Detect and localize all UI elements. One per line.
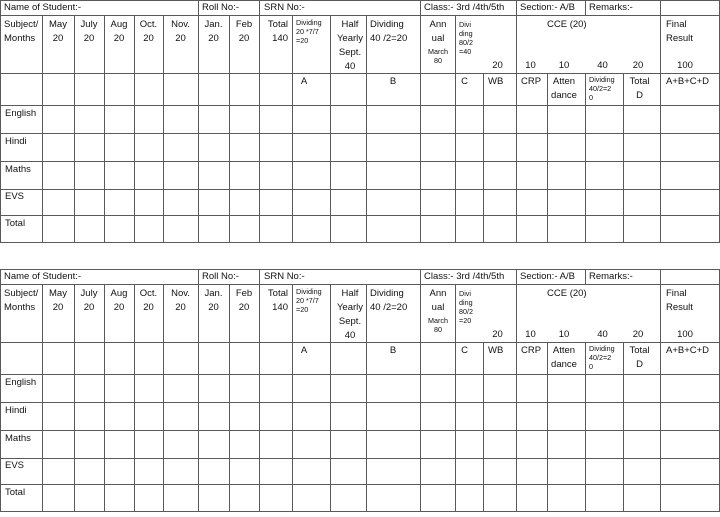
roll-number-label: Roll No:-: [202, 2, 239, 13]
rule: [0, 105, 719, 106]
jan-header: Jan. 20: [204, 288, 223, 313]
wb-label: WB: [488, 76, 504, 87]
rule: [42, 15, 43, 243]
rule: [163, 284, 164, 512]
subject-hindi: Hindi: [5, 136, 27, 147]
cce-crp-max: 10: [525, 329, 536, 340]
cce-total-max: 20: [632, 329, 644, 340]
rule: [0, 484, 719, 485]
oct-header: Oct. 20: [139, 19, 158, 44]
rule: [42, 284, 43, 512]
cce-dividing-max: 40: [597, 329, 608, 340]
annual-header: Ann ual: [429, 19, 447, 44]
total-d-label: Total D: [629, 345, 650, 370]
rule: [134, 15, 135, 243]
component-c-label: C: [461, 76, 468, 87]
cce-header: CCE (20): [547, 288, 587, 299]
final-result-header: Final Result: [666, 19, 693, 44]
rule: [74, 284, 75, 512]
component-a-label: A: [300, 76, 308, 87]
subject-months-header: Subject/ Months: [4, 19, 39, 44]
formula-label: A+B+C+D: [666, 345, 710, 356]
rule: [330, 284, 331, 512]
rule: [0, 430, 719, 431]
rule: [229, 284, 230, 512]
attendance-label: Atten dance: [551, 76, 577, 101]
subject-hindi: Hindi: [5, 405, 27, 416]
cce-wb-max: 20: [492, 329, 503, 340]
rule: [0, 189, 719, 190]
roll-number-label: Roll No:-: [202, 271, 239, 282]
cce-wb-max: 20: [492, 60, 503, 71]
remarks-label: Remarks:-: [589, 2, 633, 13]
final-result-max: 100: [677, 329, 693, 340]
half-yearly-header: Half Yearly Sept. 40: [336, 19, 364, 72]
cce-attendance-max: 10: [558, 60, 570, 71]
sheet-2: [0, 269, 720, 512]
crp-label: CRP: [521, 345, 542, 356]
total-140-header: Total 140: [267, 288, 288, 313]
nov-header: Nov. 20: [171, 19, 190, 44]
annual-header: Ann ual: [429, 288, 447, 313]
rule: [516, 0, 517, 243]
rule: [292, 284, 293, 512]
rule: [259, 269, 260, 512]
rule: [0, 0, 1, 243]
final-result-header: Final Result: [666, 288, 693, 313]
oct-header: Oct. 20: [139, 288, 158, 313]
section-label: Section:- A/B: [520, 2, 575, 13]
subject-english: English: [5, 108, 37, 119]
class-label: Class:- 3rd /4th/5th: [424, 271, 505, 282]
feb-header: Feb 20: [235, 288, 253, 313]
component-b-label: B: [389, 76, 397, 87]
nov-header: Nov. 20: [171, 288, 190, 313]
component-a-label: A: [300, 345, 308, 356]
rule: [455, 284, 456, 512]
rule: [483, 73, 484, 243]
report-card-sheet: [0, 0, 719, 242]
student-name-label: Name of Student:-: [4, 271, 82, 282]
rule: [660, 0, 661, 243]
rule: [585, 73, 586, 243]
dividing-40-header: Dividing 40 /2=20: [370, 19, 408, 44]
attendance-label: Atten dance: [551, 345, 577, 370]
rule: [516, 269, 517, 512]
annual-march-80-header: March 80: [428, 316, 448, 334]
sheet-1: [0, 0, 720, 243]
dividing-40-2-label: Dividing 40/2=2 0: [589, 75, 615, 102]
cce-dividing-max: 40: [597, 60, 608, 71]
rule: [104, 15, 105, 243]
subject-months-header: Subject/ Months: [4, 288, 39, 313]
may-header: May 20: [49, 288, 67, 313]
rule: [330, 15, 331, 243]
rule: [0, 133, 719, 134]
rule: [0, 374, 719, 375]
aug-header: Aug 20: [110, 19, 128, 44]
rule: [74, 15, 75, 243]
total-d-label: Total D: [629, 76, 650, 101]
rule: [259, 0, 260, 243]
rule: [134, 284, 135, 512]
aug-header: Aug 20: [110, 288, 128, 313]
jan-header: Jan. 20: [204, 19, 223, 44]
half-yearly-header: Half Yearly Sept. 40: [336, 288, 364, 341]
subject-maths: Maths: [5, 433, 31, 444]
rule: [104, 284, 105, 512]
subject-maths: Maths: [5, 164, 31, 175]
report-card-sheet: [0, 269, 719, 511]
rule: [0, 242, 719, 243]
rule: [585, 269, 586, 285]
rule: [366, 284, 367, 512]
remarks-label: Remarks:-: [589, 271, 633, 282]
rule: [585, 0, 586, 16]
july-header: July 20: [80, 19, 98, 44]
cce-attendance-max: 10: [558, 329, 570, 340]
cce-crp-max: 10: [525, 60, 536, 71]
rule: [0, 215, 719, 216]
rule: [0, 269, 1, 512]
annual-march-80-header: March 80: [428, 47, 448, 65]
dividing-20-header: Dividing 20 *7/7 =20: [296, 18, 322, 45]
wb-label: WB: [488, 345, 504, 356]
rule: [455, 15, 456, 243]
formula-label: A+B+C+D: [666, 76, 710, 87]
rule: [660, 269, 661, 512]
dividing-20-header: Dividing 20 *7/7 =20: [296, 287, 322, 314]
rule: [163, 15, 164, 243]
rule: [483, 342, 484, 512]
class-label: Class:- 3rd /4th/5th: [424, 2, 505, 13]
rule: [0, 284, 719, 285]
srn-number-label: SRN No:-: [264, 271, 305, 282]
component-b-label: B: [389, 345, 397, 356]
subject-total: Total: [5, 218, 26, 229]
student-name-label: Name of Student:-: [4, 2, 82, 13]
dividing-40-2-label: Dividing 40/2=2 0: [589, 344, 615, 371]
dividing-40-header: Dividing 40 /2=20: [370, 288, 408, 313]
subject-evs: EVS: [5, 191, 25, 202]
component-c-label: C: [461, 345, 468, 356]
rule: [292, 15, 293, 243]
rule: [0, 458, 719, 459]
may-header: May 20: [49, 19, 67, 44]
rule: [366, 15, 367, 243]
cce-total-max: 20: [632, 60, 644, 71]
final-result-max: 100: [677, 60, 693, 71]
july-header: July 20: [80, 288, 98, 313]
rule: [0, 402, 719, 403]
dividing-80-header: Divi ding 80/2 =20: [459, 289, 473, 325]
subject-evs: EVS: [5, 460, 25, 471]
srn-number-label: SRN No:-: [264, 2, 305, 13]
dividing-80-header: Divi ding 80/2 =40: [459, 20, 473, 56]
subject-english: English: [5, 377, 37, 388]
rule: [0, 161, 719, 162]
crp-label: CRP: [521, 76, 542, 87]
rule: [585, 342, 586, 512]
total-140-header: Total 140: [267, 19, 288, 44]
section-label: Section:- A/B: [520, 271, 575, 282]
subject-total: Total: [5, 487, 26, 498]
rule: [229, 15, 230, 243]
feb-header: Feb 20: [235, 19, 253, 44]
cce-header: CCE (20): [547, 19, 587, 30]
rule: [0, 15, 719, 16]
rule: [0, 511, 719, 512]
